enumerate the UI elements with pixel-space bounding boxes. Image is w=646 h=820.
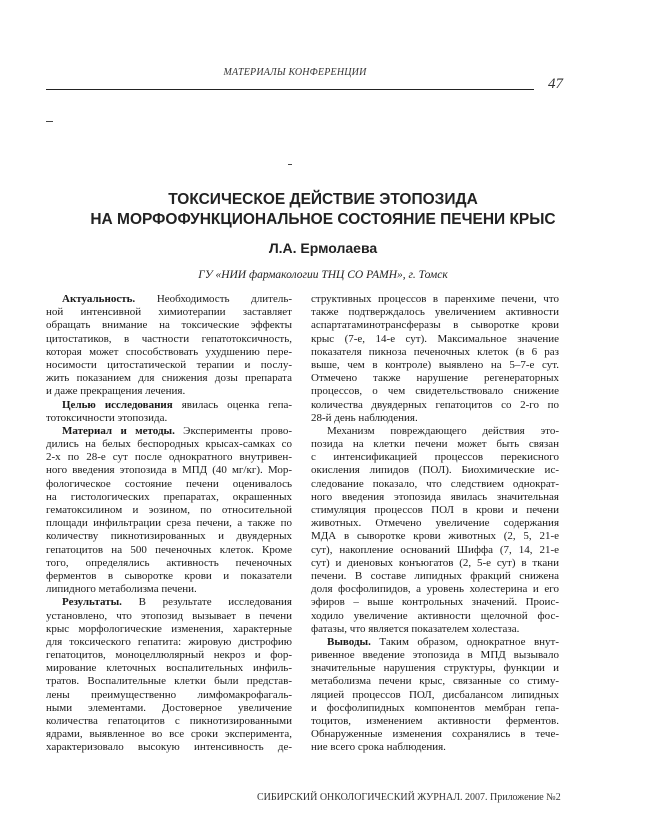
text-line: 28-й день наблюдения. [311, 411, 418, 424]
text-line: сут) и диеновых конъюгатов (2, 5-е сут) в ткани [311, 556, 559, 569]
text-line: позида на клетки печени может быть связан [311, 438, 559, 451]
text-line: стимуляция процессов ПОЛ в крови и печени [311, 504, 559, 516]
text-line: которая может способствовать ухудшению пере- [46, 345, 292, 358]
text-line: структивных процессов в паренхиме печени, что [311, 293, 559, 305]
text-line: Результаты. В результате исследования [62, 596, 292, 609]
decorative-dash [288, 164, 292, 165]
section-heading: Результаты. [62, 596, 122, 609]
text-line: носимости цитостатической терапии и послу- [46, 358, 292, 371]
text-line: ходило увеличение активности щелочной фос- [311, 609, 559, 622]
text-line: также подтверждалось увеличением активности [311, 306, 559, 319]
text-line: мирование клеточных воспалительных инфиль- [46, 662, 292, 675]
text-line: количества гепатоцитов с пикнотизированными [46, 715, 292, 727]
text-line: 2-х по 28-е сут после однократного внутривен- [46, 451, 292, 464]
section-heading: Выводы. [327, 635, 371, 648]
text-line: метаболизма печени крыс, связанные со стиму- [311, 675, 559, 688]
section-heading: Целью исследования [62, 398, 173, 411]
text-line: того, определялись активность печеночных [46, 556, 292, 569]
text-line: ядрами, выявленное во все сроки эксперимента, [46, 728, 292, 741]
text-line: фологическое состояние печени оценивалось [46, 477, 292, 490]
text-line: животных. Отмечено увеличение содержания [311, 517, 559, 530]
left-text-column [46, 293, 292, 755]
text-line: Отмечено также нарушение регенераторных [311, 372, 559, 385]
text-line: лены преимущественно лимфомакрофагаль- [46, 688, 292, 701]
page-number: 47 [548, 76, 563, 92]
text-line: МДА в сыворотке крови животных (2, 5, 21-е [311, 530, 559, 543]
text-line: ного введения этопозида в МПД (40 мг/кг). Мор- [46, 464, 292, 477]
author-name: Л.А. Ермолаева [268, 240, 378, 256]
text-line: количеству пикнотизированных и двуядерных [46, 530, 292, 543]
text-line: следование показало, что следствием однократ- [311, 477, 559, 490]
text-line: показателя пикноза печеночных клеток (в 6 раз [311, 345, 559, 358]
text-line: Актуальность. Необходимость длитель- [62, 293, 292, 305]
text-line: Выводы. Таким образом, однократное внут- [327, 635, 559, 648]
text-line: дились на белых беспородных крысах-самках со [46, 438, 292, 451]
text-line: цитостатиков, в частности гепатотоксичность, [46, 332, 292, 345]
text-line: ными элементами. Достоверное увеличение [46, 701, 292, 714]
author-affiliation: ГУ «НИИ фармакологии ТНЦ СО РАМН», г. Томск [198, 269, 448, 281]
text-line: жить показанием для снижения дозы препарата [46, 372, 292, 385]
section-heading: Актуальность. [62, 293, 136, 305]
text-line: площади инфильтрации среза печени, а также по [46, 517, 292, 530]
text-line: Материал и методы. Эксперименты прово- [62, 424, 292, 437]
text-line: ного введения этопозида явилась значительная [311, 490, 559, 503]
text-line: Обнаруженные изменения сохранялись в тече- [311, 728, 559, 741]
text-line: установлено, что этопозид вызывает в печени [46, 609, 292, 622]
text-line: ляцией процессов ПОЛ, дисбалансом липидных [311, 688, 559, 701]
text-line: липидного метаболизма печени. [46, 583, 197, 596]
text-line: и даже прекращения лечения. [46, 385, 186, 398]
journal-footer: СИБИРСКИЙ ОНКОЛОГИЧЕСКИЙ ЖУРНАЛ. 2007. Приложение №2 [257, 792, 561, 803]
text-line: крыс (7-е, 14-е сут). Максимальное значение [311, 332, 559, 345]
text-line: Целью исследования явилась оценка гепа- [62, 398, 292, 411]
running-header: МАТЕРИАЛЫ КОНФЕРЕНЦИИ [223, 67, 367, 78]
text-line: и фосфолипидных компонентов мембран гепа- [311, 701, 559, 714]
text-line: окисления липидов (ПОЛ). Биохимические ис- [311, 464, 559, 477]
text-line: гепатоцитов на 500 печеночных клеток. Кроме [46, 543, 292, 556]
header-rule [46, 89, 534, 90]
text-line: тратов. Воспалительные клетки были представ- [46, 675, 292, 688]
text-line: с интенсификацией процессов перекисного [311, 451, 559, 464]
text-line: количества двуядерных гепатоцитов со 2-го по [311, 398, 559, 411]
article-title [40, 190, 606, 230]
text-line: эфиров – выше контрольных значений. Проис- [311, 596, 559, 609]
decorative-dash [46, 121, 53, 122]
text-line: сут), накопление оснований Шиффа (7, 14, 21-е [311, 543, 559, 556]
text-line: процессов, о чем свидетельствовало снижение [311, 385, 559, 398]
text-line: ние всего срока наблюдения. [311, 741, 446, 754]
text-line: аспартатаминотрансферазы в сыворотке крови [311, 319, 559, 332]
text-line: ферментов в сыворотке крови и показатели [46, 569, 292, 582]
text-line: характеризовало высокую интенсивность де- [46, 741, 292, 754]
section-heading: Материал и методы. [62, 424, 175, 437]
text-line: значительные нарушения структуры, функции и [311, 662, 559, 675]
text-line: ривенное введение этопозида в МПД вызывало [311, 649, 559, 662]
text-line: Механизм повреждающего действия это- [327, 424, 559, 437]
text-line: выше, чем в контроле) выявлено на 5–7-е сут. [311, 358, 559, 371]
title-line: НА МОРФОФУНКЦИОНАЛЬНОЕ СОСТОЯНИЕ ПЕЧЕНИ КРЫС [90, 211, 556, 228]
right-text-column [311, 293, 559, 755]
text-line: тоцитов, изменением активности ферментов. [311, 715, 559, 727]
text-line: печени. В составе липидных фракций снижена [311, 569, 559, 582]
text-line: фатазы, что является показателем холестаза. [311, 622, 520, 635]
text-line: гематоксилином и эозином, по относительной [46, 504, 292, 516]
title-line: ТОКСИЧЕСКОЕ ДЕЙСТВИЕ ЭТОПОЗИДА [168, 191, 478, 208]
text-line: на гистологических препаратах, окрашенных [46, 490, 292, 503]
text-line: крыс морфологические изменения, характерные [46, 622, 292, 635]
text-line: гепатоцитов, моноцеллюлярный некроз и фор- [46, 649, 292, 662]
text-line: тотоксичности этопозида. [46, 411, 168, 424]
text-line: доля фосфолипидов, а уровень холестерина и его [311, 583, 559, 596]
text-line: для токсического гепатита: жировую дистрофию [46, 635, 292, 648]
text-line: ной интенсивной химиотерапии заставляет [46, 306, 292, 319]
text-line: обращать внимание на токсические эффекты [46, 319, 292, 332]
